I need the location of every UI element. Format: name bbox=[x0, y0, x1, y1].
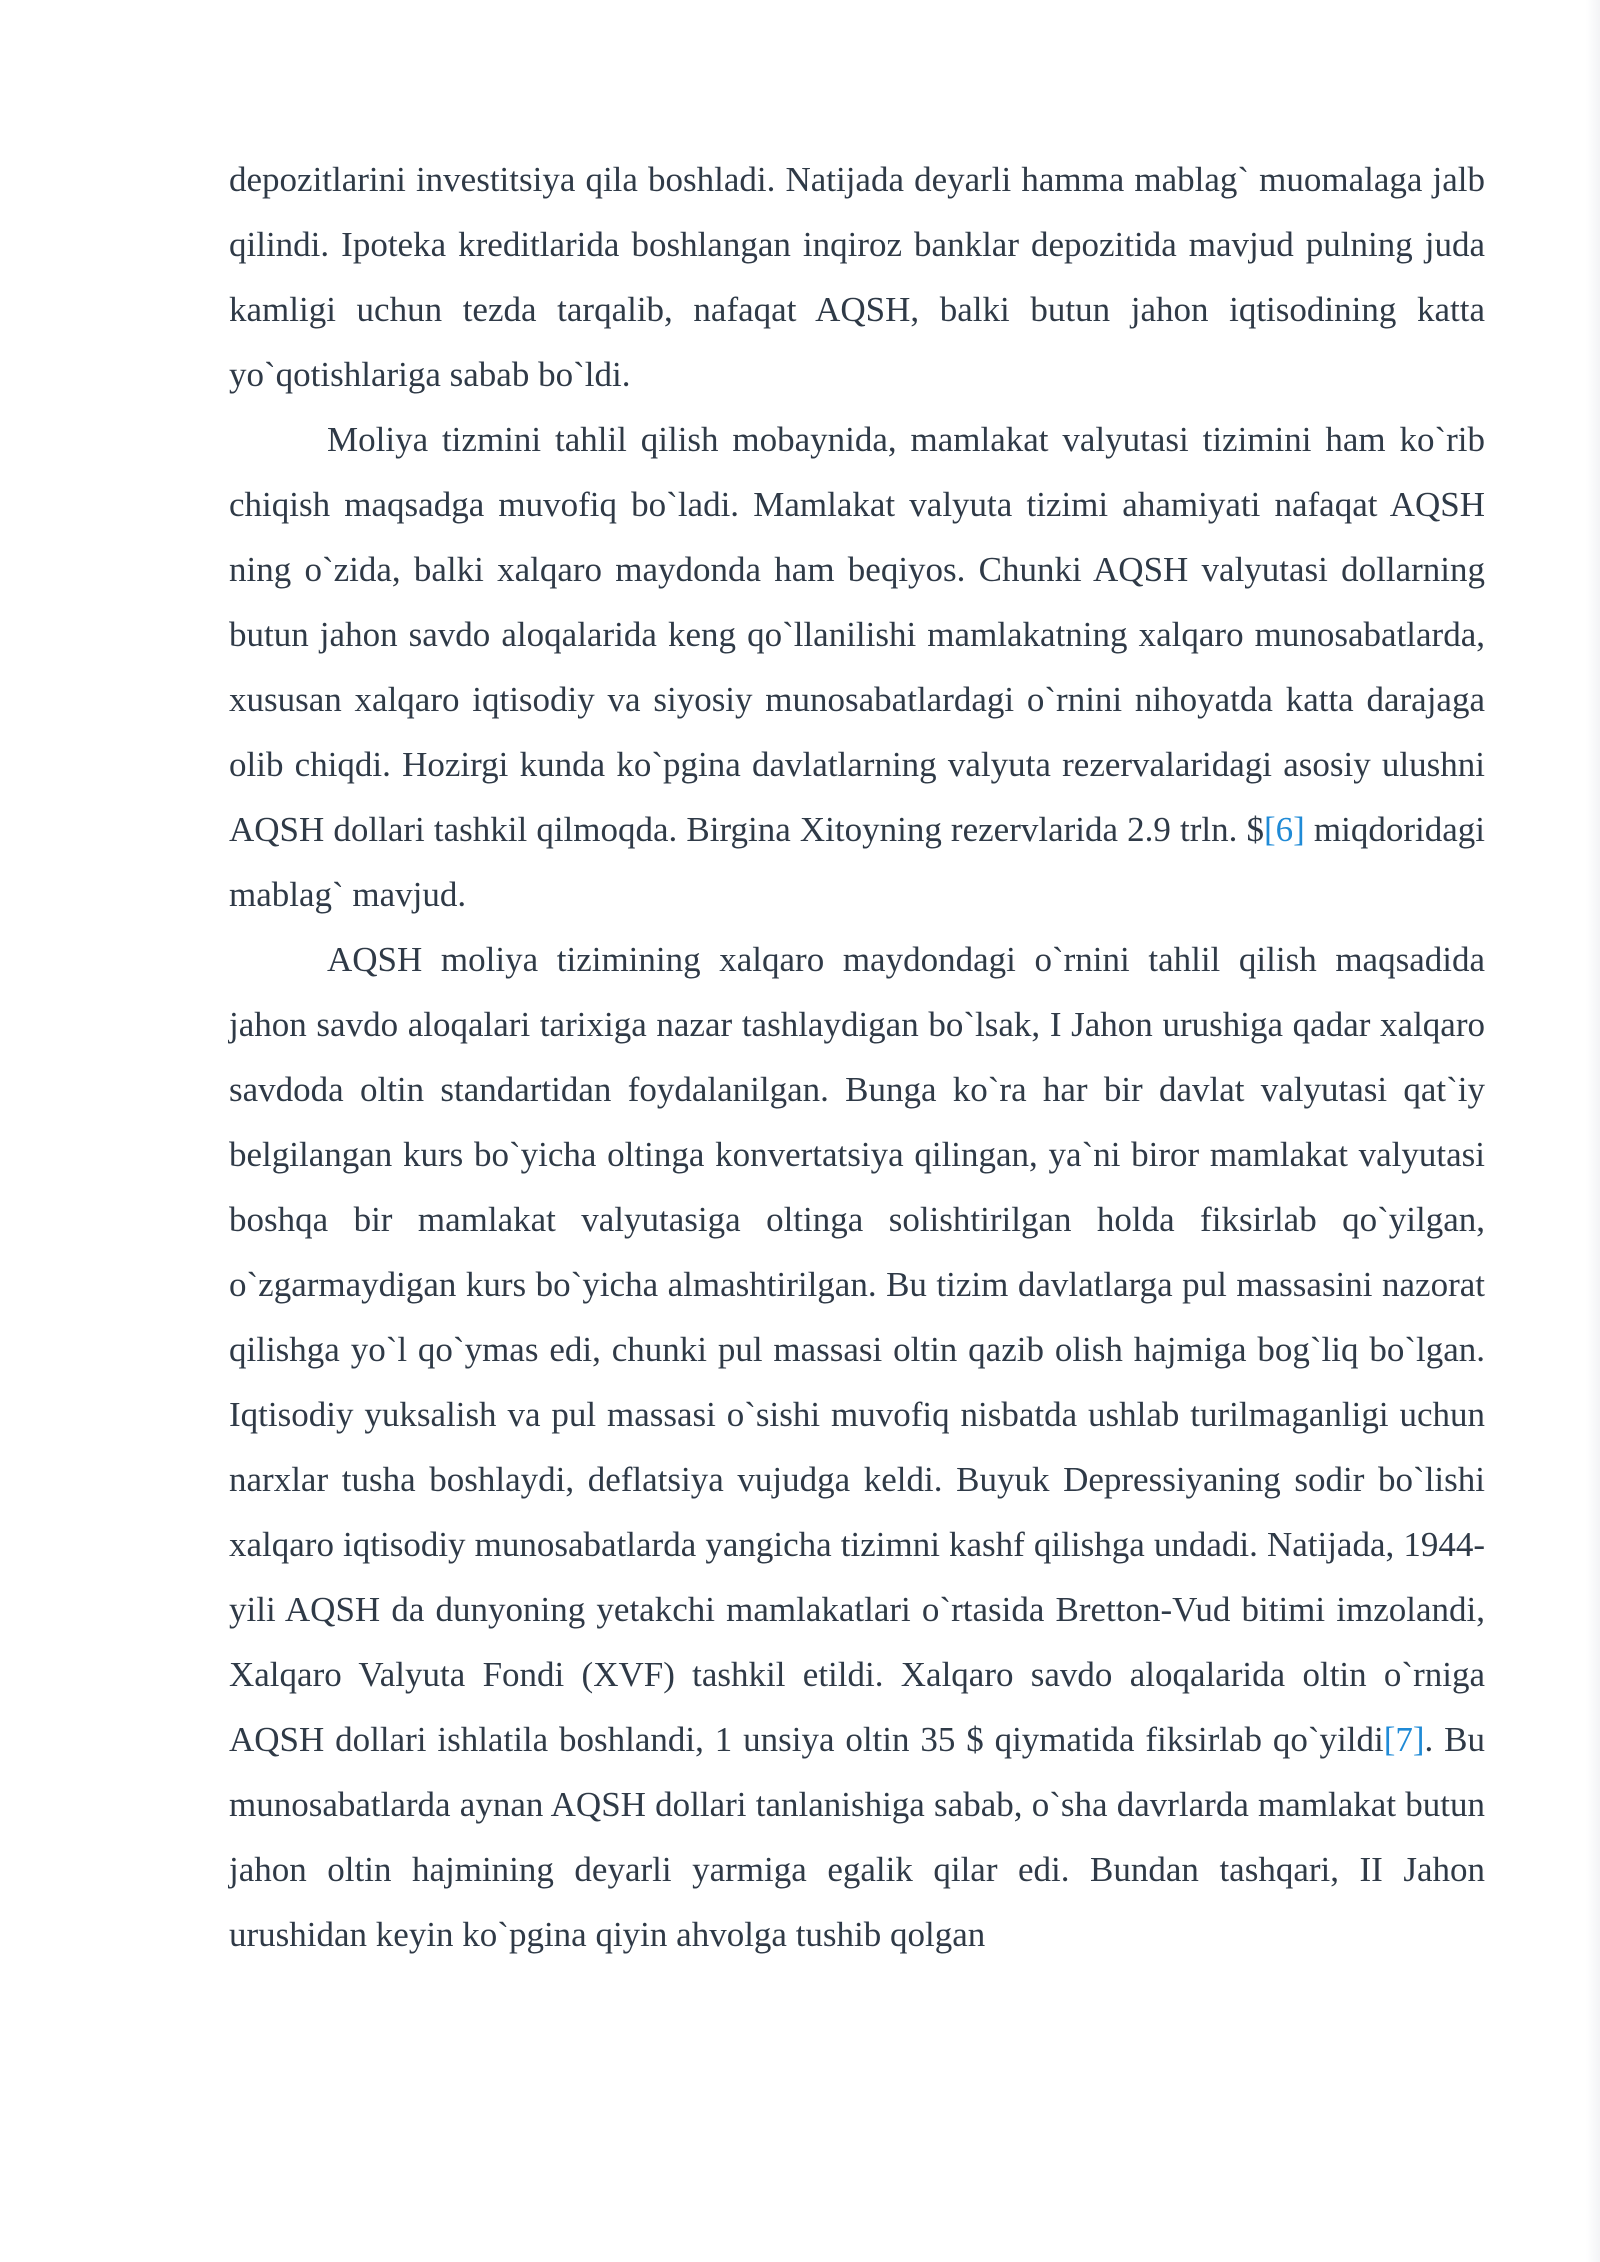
citation-link[interactable]: [7] bbox=[1383, 1720, 1425, 1759]
page-edge-shade bbox=[1586, 0, 1600, 2262]
paragraph-text: . Bu munosabatlarda aynan AQSH dollari tanlanishiga sabab, o`sha davrlarda mamlakat butun jahon oltin hajmining deyarli yarmiga egalik qilar edi. Bundan tashqari, II Jahon urushidan keyin ko`pgina qiyin ahvolga tushib qolgan bbox=[229, 1720, 1485, 1954]
paragraph bbox=[229, 927, 1485, 1967]
paragraph bbox=[229, 407, 1485, 927]
paragraph bbox=[229, 147, 1485, 407]
citation-link[interactable]: [6] bbox=[1263, 810, 1305, 849]
body-text bbox=[229, 147, 1485, 1967]
paragraph-text: miqdoridagi mablag` mavjud. bbox=[229, 810, 1485, 914]
paragraph-text: depozitlarini investitsiya qila boshladi. Natijada deyarli hamma mablag` muomalaga jalb qilindi. Ipoteka kreditlarida boshlangan inqiroz banklar depozitida mavjud pulning juda kamligi uchun tezda tarqalib, nafaqat AQSH, balki butun jahon iqtisodining katta yo`qotishlariga sabab bo`ldi. bbox=[229, 160, 1485, 394]
paragraph-text: Moliya tizmini tahlil qilish mobaynida, mamlakat valyutasi tizimini ham ko`rib chiqish maqsadga muvofiq bo`ladi. Mamlakat valyuta tizimi ahamiyati nafaqat AQSH ning o`zida, balki xalqaro maydonda ham beqiyos. Chunki AQSH valyutasi dollarning butun jahon savdo aloqalarida keng qo`llanilishi mamlakatning xalqaro munosabatlarda, xususan xalqaro iqtisodiy va siyosiy munosabatlardagi o`rnini nihoyatda katta darajaga olib chiqdi. Hozirgi kunda ko`pgina davlatlarning valyuta rezervalaridagi asosiy ulushni AQSH dollari tashkil qilmoqda. Birgina Xitoyning rezervlarida 2.9 trln. $ bbox=[229, 420, 1485, 849]
paragraph-text: AQSH moliya tizimining xalqaro maydondagi o`rnini tahlil qilish maqsadida jahon savdo aloqalari tarixiga nazar tashlaydigan bo`lsak, I Jahon urushiga qadar xalqaro savdoda oltin standartidan foydalanilgan. Bunga ko`ra har bir davlat valyutasi qat`iy belgilangan kurs bo`yicha oltinga konvertatsiya qilingan, ya`ni biror mamlakat valyutasi boshqa bir mamlakat valyutasiga oltinga solishtirilgan holda fiksirlab qo`yilgan, o`zgarmaydigan kurs bo`yicha almashtirilgan. Bu tizim davlatlarga pul massasini nazorat qilishga yo`l qo`ymas edi, chunki pul massasi oltin qazib olish hajmiga bog`liq bo`lgan. Iqtisodiy yuksalish va pul massasi o`sishi muvofiq nisbatda ushlab turilmaganligi uchun narxlar tusha boshlaydi, deflatsiya vujudga keldi. Buyuk Depressiyaning sodir bo`lishi xalqaro iqtisodiy munosabatlarda yangicha tizimni kashf qilishga undadi. Natijada, 1944-yili AQSH da dunyoning yetakchi mamlakatlari o`rtasida Bretton-Vud bitimi imzolandi, Xalqaro Valyuta Fondi (XVF) tashkil etildi. Xalqaro savdo aloqalarida oltin o`rniga AQSH dollari ishlatila boshlandi, 1 unsiya oltin 35 $ qiymatida fiksirlab qo`yildi bbox=[229, 940, 1485, 1759]
